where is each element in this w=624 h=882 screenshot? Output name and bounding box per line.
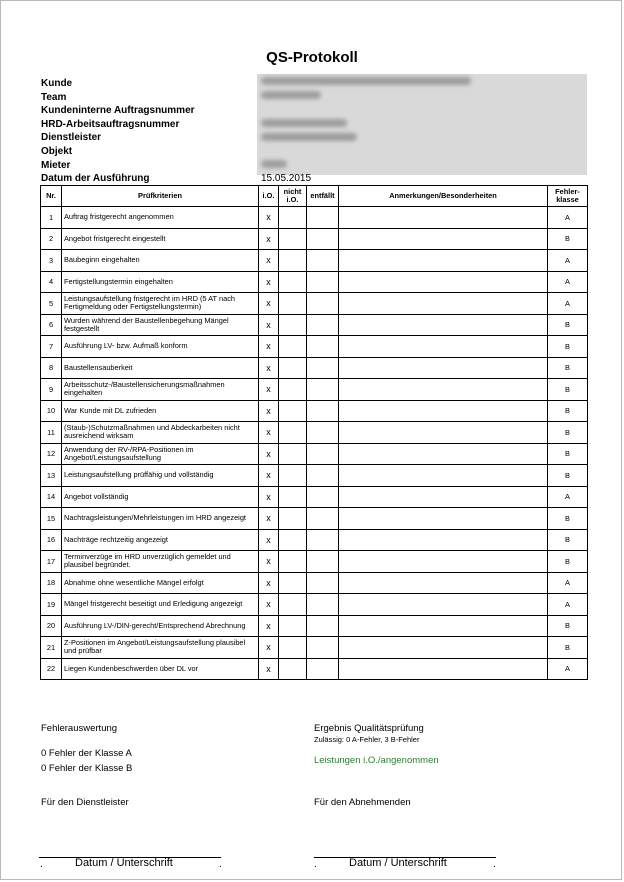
row-io-mark: x: [259, 465, 279, 487]
row-io-mark: x: [259, 336, 279, 358]
row-nr: 7: [41, 336, 62, 358]
row-entfaellt: [307, 486, 339, 508]
table-row: [41, 637, 588, 659]
label-objekt: Objekt: [41, 145, 73, 157]
row-entfaellt: [307, 443, 339, 465]
row-nicht-io: [279, 658, 307, 680]
row-nr: 1: [41, 207, 62, 229]
table-row: [41, 594, 588, 616]
row-nr: 8: [41, 357, 62, 379]
row-nicht-io: [279, 422, 307, 444]
row-nr: 18: [41, 572, 62, 594]
row-error-class: A: [548, 486, 588, 508]
row-nr: 5: [41, 293, 62, 315]
table-row: [41, 336, 588, 358]
table-header-row: [41, 186, 588, 207]
table-row: [41, 314, 588, 336]
row-criterion: Baubeginn eingehalten: [62, 250, 259, 272]
signature-dot-right-start: .: [314, 859, 317, 870]
row-error-class: B: [548, 379, 588, 401]
label-datum-der-ausfuehrung: Datum der Ausführung: [41, 173, 150, 185]
row-entfaellt: [307, 465, 339, 487]
quality-result-title: Ergebnis Qualitätsprüfung: [314, 723, 424, 734]
col-criteria: Prüfkriterien: [62, 186, 259, 207]
row-criterion: Arbeitsschutz-/Baustellensicherungsmaßnahmen eingehalten: [62, 379, 259, 401]
row-nr: 12: [41, 443, 62, 465]
row-nr: 14: [41, 486, 62, 508]
row-criterion: Nachträge rechtzeitig angezeigt: [62, 529, 259, 551]
row-io-mark: x: [259, 314, 279, 336]
row-nr: 20: [41, 615, 62, 637]
redacted-team: [261, 91, 321, 99]
row-error-class: B: [548, 357, 588, 379]
row-entfaellt: [307, 271, 339, 293]
table-row: [41, 551, 588, 573]
row-remarks: [339, 637, 548, 659]
col-io: i.O.: [259, 186, 279, 207]
row-remarks: [339, 228, 548, 250]
table-row: [41, 271, 588, 293]
row-io-mark: x: [259, 250, 279, 272]
row-remarks: [339, 572, 548, 594]
row-criterion: Nachtragsleistungen/Mehrleistungen im HRD angezeigt: [62, 508, 259, 530]
row-error-class: B: [548, 465, 588, 487]
row-nr: 21: [41, 637, 62, 659]
row-entfaellt: [307, 293, 339, 315]
row-io-mark: x: [259, 658, 279, 680]
row-error-class: B: [548, 400, 588, 422]
signature-dot-left-start: .: [40, 859, 43, 870]
row-nicht-io: [279, 314, 307, 336]
col-class: Fehler-klasse: [548, 186, 588, 207]
row-error-class: A: [548, 658, 588, 680]
row-remarks: [339, 615, 548, 637]
row-criterion: Auftrag fristgerecht angenommen: [62, 207, 259, 229]
row-criterion: Fertigstellungstermin eingehalten: [62, 271, 259, 293]
row-entfaellt: [307, 508, 339, 530]
table-row: [41, 658, 588, 680]
row-nicht-io: [279, 443, 307, 465]
row-entfaellt: [307, 250, 339, 272]
row-io-mark: x: [259, 443, 279, 465]
row-io-mark: x: [259, 357, 279, 379]
table-row: [41, 508, 588, 530]
row-criterion: Wurden während der Baustellenbegehung Mängel festgestellt: [62, 314, 259, 336]
signature-label-left: Datum / Unterschrift: [75, 857, 173, 869]
row-nicht-io: [279, 336, 307, 358]
col-entfaellt: entfällt: [307, 186, 339, 207]
row-nr: 15: [41, 508, 62, 530]
row-nicht-io: [279, 615, 307, 637]
row-io-mark: x: [259, 529, 279, 551]
row-entfaellt: [307, 422, 339, 444]
row-io-mark: x: [259, 293, 279, 315]
row-error-class: A: [548, 207, 588, 229]
label-kunde: Kunde: [41, 78, 73, 89]
row-criterion: Ausführung LV-/DIN-gerecht/Entsprechend Abrechnung: [62, 615, 259, 637]
row-nr: 2: [41, 228, 62, 250]
table-row: [41, 357, 588, 379]
row-entfaellt: [307, 400, 339, 422]
row-nr: 16: [41, 529, 62, 551]
row-io-mark: x: [259, 486, 279, 508]
row-error-class: A: [548, 594, 588, 616]
row-io-mark: x: [259, 637, 279, 659]
row-remarks: [339, 594, 548, 616]
row-nicht-io: [279, 594, 307, 616]
row-error-class: B: [548, 529, 588, 551]
signature-dot-right-end: .: [493, 859, 496, 870]
table-row: [41, 400, 588, 422]
row-error-class: B: [548, 551, 588, 573]
col-nr: Nr.: [41, 186, 62, 207]
row-nicht-io: [279, 207, 307, 229]
row-entfaellt: [307, 336, 339, 358]
row-io-mark: x: [259, 400, 279, 422]
row-nicht-io: [279, 250, 307, 272]
redacted-kunde: [261, 77, 471, 85]
table-row: [41, 293, 588, 315]
row-nicht-io: [279, 486, 307, 508]
row-nicht-io: [279, 228, 307, 250]
row-entfaellt: [307, 314, 339, 336]
signature-dienstleister-title: Für den Dienstleister: [41, 797, 129, 808]
row-remarks: [339, 271, 548, 293]
row-remarks: [339, 658, 548, 680]
header-labels: [41, 77, 195, 186]
row-error-class: B: [548, 637, 588, 659]
row-nicht-io: [279, 529, 307, 551]
row-nr: 11: [41, 422, 62, 444]
row-nicht-io: [279, 293, 307, 315]
row-nicht-io: [279, 637, 307, 659]
execution-date: 15.05.2015: [261, 173, 312, 184]
row-entfaellt: [307, 637, 339, 659]
row-remarks: [339, 250, 548, 272]
row-entfaellt: [307, 615, 339, 637]
row-criterion: Angebot vollständig: [62, 486, 259, 508]
row-remarks: [339, 486, 548, 508]
label-hrd-arbeitsauftragsnummer: HRD-Arbeitsauftragsnummer: [41, 118, 180, 130]
row-criterion: Z-Positionen im Angebot/Leistungsaufstellung plausibel und prüfbar: [62, 637, 259, 659]
table-row: [41, 207, 588, 229]
table-row: [41, 443, 588, 465]
row-remarks: [339, 336, 548, 358]
row-io-mark: x: [259, 207, 279, 229]
row-nr: 19: [41, 594, 62, 616]
label-mieter: Mieter: [41, 159, 71, 171]
row-nicht-io: [279, 508, 307, 530]
row-nicht-io: [279, 551, 307, 573]
row-criterion: Ausführung LV- bzw. Aufmaß konform: [62, 336, 259, 358]
signature-abnehmender-title: Für den Abnehmenden: [314, 797, 411, 808]
row-nr: 9: [41, 379, 62, 401]
row-criterion: Mängel fristgerecht beseitigt und Erledigung angezeigt: [62, 594, 259, 616]
row-io-mark: x: [259, 594, 279, 616]
row-entfaellt: [307, 228, 339, 250]
col-nicht-io: nicht i.O.: [279, 186, 307, 207]
table-row: [41, 572, 588, 594]
redacted-auftragsnummer: [261, 119, 347, 127]
row-remarks: [339, 207, 548, 229]
row-error-class: A: [548, 271, 588, 293]
row-entfaellt: [307, 658, 339, 680]
allowed-errors: Zulässig: 0 A-Fehler, 3 B-Fehler: [314, 735, 420, 744]
error-evaluation-title: Fehlerauswertung: [41, 723, 118, 734]
row-nr: 3: [41, 250, 62, 272]
row-error-class: B: [548, 228, 588, 250]
row-error-class: B: [548, 422, 588, 444]
row-criterion: Angebot fristgerecht eingestellt: [62, 228, 259, 250]
signature-label-right: Datum / Unterschrift: [349, 857, 447, 869]
row-nr: 22: [41, 658, 62, 680]
class-a-count: 0 Fehler der Klasse A: [41, 748, 132, 759]
signature-dot-left-end: .: [219, 859, 222, 870]
checklist-table: [40, 185, 588, 680]
table-row: [41, 615, 588, 637]
table-row: [41, 529, 588, 551]
row-criterion: Abnahme ohne wesentliche Mängel erfolgt: [62, 572, 259, 594]
row-entfaellt: [307, 594, 339, 616]
class-b-count: 0 Fehler der Klasse B: [41, 763, 133, 774]
row-remarks: [339, 293, 548, 315]
quality-result: Leistungen i.O./angenommen: [314, 755, 439, 766]
row-remarks: [339, 465, 548, 487]
row-nicht-io: [279, 379, 307, 401]
row-error-class: A: [548, 293, 588, 315]
row-nicht-io: [279, 357, 307, 379]
row-entfaellt: [307, 551, 339, 573]
row-nr: 17: [41, 551, 62, 573]
row-error-class: A: [548, 250, 588, 272]
row-nr: 4: [41, 271, 62, 293]
row-error-class: B: [548, 336, 588, 358]
row-remarks: [339, 443, 548, 465]
row-io-mark: x: [259, 551, 279, 573]
table-row: [41, 422, 588, 444]
row-remarks: [339, 529, 548, 551]
row-io-mark: x: [259, 572, 279, 594]
row-nr: 13: [41, 465, 62, 487]
redacted-header-values: [257, 74, 587, 175]
row-remarks: [339, 379, 548, 401]
row-entfaellt: [307, 529, 339, 551]
row-criterion: (Staub-)Schutzmaßnahmen und Abdeckarbeiten nicht ausreichend wirksam: [62, 422, 259, 444]
row-entfaellt: [307, 379, 339, 401]
row-criterion: War Kunde mit DL zufrieden: [62, 400, 259, 422]
row-io-mark: x: [259, 422, 279, 444]
table-row: [41, 486, 588, 508]
row-criterion: Liegen Kundenbeschwerden über DL vor: [62, 658, 259, 680]
table-row: [41, 250, 588, 272]
row-io-mark: x: [259, 508, 279, 530]
redacted-mieter: [261, 160, 287, 168]
row-error-class: B: [548, 615, 588, 637]
row-criterion: Terminverzüge im HRD unverzüglich gemeldet und plausibel begründet.: [62, 551, 259, 573]
row-nicht-io: [279, 465, 307, 487]
row-remarks: [339, 551, 548, 573]
row-nr: 6: [41, 314, 62, 336]
row-remarks: [339, 508, 548, 530]
redacted-dienstleister: [261, 133, 357, 141]
row-error-class: B: [548, 443, 588, 465]
row-remarks: [339, 422, 548, 444]
row-criterion: Leistungsaufstellung prüffähig und vollständig: [62, 465, 259, 487]
row-remarks: [339, 314, 548, 336]
row-nicht-io: [279, 271, 307, 293]
row-nicht-io: [279, 400, 307, 422]
label-team: Team: [41, 91, 67, 103]
page-title: QS-Protokoll: [266, 49, 358, 66]
table-row: [41, 379, 588, 401]
row-nr: 10: [41, 400, 62, 422]
row-io-mark: x: [259, 228, 279, 250]
table-row: [41, 465, 588, 487]
row-io-mark: x: [259, 271, 279, 293]
row-error-class: B: [548, 314, 588, 336]
row-remarks: [339, 400, 548, 422]
row-remarks: [339, 357, 548, 379]
row-error-class: B: [548, 508, 588, 530]
row-entfaellt: [307, 207, 339, 229]
row-io-mark: x: [259, 379, 279, 401]
col-remarks: Anmerkungen/Besonderheiten: [339, 186, 548, 207]
row-entfaellt: [307, 357, 339, 379]
table-row: [41, 228, 588, 250]
row-io-mark: x: [259, 615, 279, 637]
row-criterion: Baustellensauberkeit: [62, 357, 259, 379]
row-error-class: A: [548, 572, 588, 594]
row-nicht-io: [279, 572, 307, 594]
row-entfaellt: [307, 572, 339, 594]
row-criterion: Anwendung der RV-/RPA-Positionen im Angebot/Leistungsaufstellung: [62, 443, 259, 465]
label-kundeninterne-auftragsnummer: Kundeninterne Auftragsnummer: [41, 105, 195, 117]
label-dienstleister: Dienstleister: [41, 132, 102, 144]
row-criterion: Leistungsaufstellung fristgerecht im HRD (5 AT nach Fertigmeldung oder Fertigstellungstermin): [62, 293, 259, 315]
